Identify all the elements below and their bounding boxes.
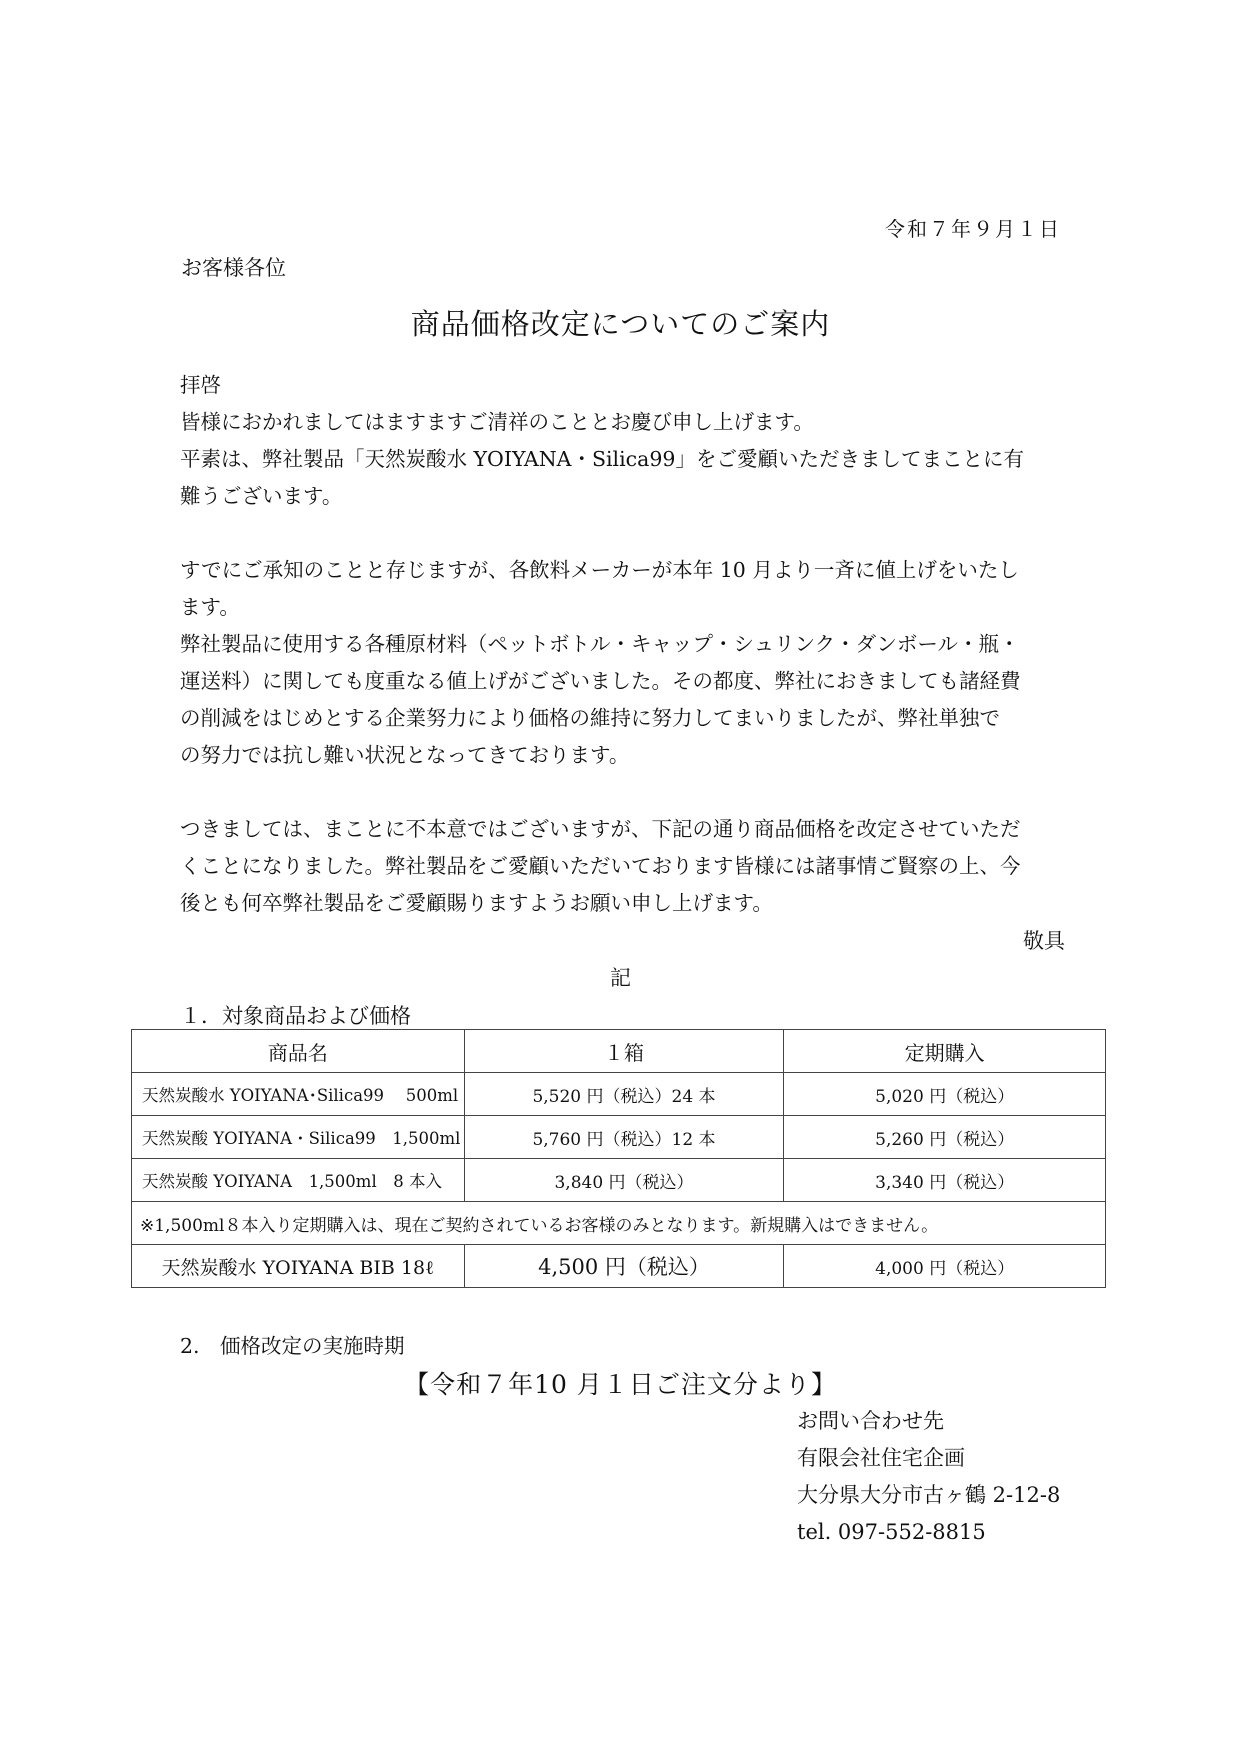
subscription-price: 5,260 円（税込） bbox=[784, 1116, 1106, 1159]
body-line: 運送料）に関しても度重なる値上げがございました。その都度、弊社におきましても諸経費 bbox=[180, 669, 1021, 693]
box-price: 4,500 円（税込） bbox=[464, 1245, 784, 1288]
product-name: 天然炭酸水 YOIYANA･Silica99 500ml bbox=[132, 1073, 465, 1116]
section2-title: 2. 価格改定の実施時期 bbox=[180, 1334, 405, 1358]
company-tel: tel. 097-552-8815 bbox=[797, 1520, 986, 1544]
product-name: 天然炭酸水 YOIYANA BIB 18ℓ bbox=[132, 1245, 465, 1288]
body-line: 弊社製品に使用する各種原材料（ペットボトル・キャップ・シュリンク・ダンボール・瓶・ bbox=[180, 632, 1020, 656]
body-line: つきましては、まことに不本意ではございますが、下記の通り商品価格を改定させていただ bbox=[180, 817, 1021, 841]
body-line: 難うございます。 bbox=[180, 484, 343, 508]
subscription-price: 5,020 円（税込） bbox=[784, 1073, 1106, 1116]
table-row bbox=[132, 1245, 1106, 1288]
schedule-date: 【令和７年10 月１日ご注文分より】 bbox=[404, 1370, 837, 1399]
company-address: 大分県大分市古ヶ鶴 2-12-8 bbox=[797, 1483, 1061, 1507]
contact-heading: お問い合わせ先 bbox=[797, 1409, 944, 1433]
body-line: の削減をはじめとする企業努力により価格の維持に努力してまいりましたが、弊社単独で bbox=[180, 706, 1000, 730]
ki-marker: 記 bbox=[610, 966, 631, 990]
table-row bbox=[132, 1073, 1106, 1116]
body-line: ます。 bbox=[180, 595, 240, 619]
body-line: 皆様におかれましてはますますご清祥のこととお慶び申し上げます。 bbox=[180, 410, 814, 434]
salutation: 拝啓 bbox=[180, 373, 221, 397]
header-subscription: 定期購入 bbox=[784, 1030, 1106, 1073]
blank-line bbox=[180, 774, 1065, 811]
section1-title: １．対象商品および価格 bbox=[180, 1004, 411, 1028]
recipient: お客様各位 bbox=[181, 256, 286, 280]
letter-body bbox=[180, 367, 1065, 922]
table-header-row bbox=[132, 1030, 1106, 1073]
table-row bbox=[132, 1159, 1106, 1202]
product-name: 天然炭酸 YOIYANA・Silica99 1,500ml bbox=[132, 1116, 465, 1159]
subscription-price: 3,340 円（税込） bbox=[784, 1159, 1106, 1202]
body-line: 平素は、弊社製品「天然炭酸水 YOIYANA・Silica99」をご愛顧いただきましてまことに有 bbox=[180, 447, 1024, 471]
box-price: 5,760 円（税込）12 本 bbox=[464, 1116, 784, 1159]
table-note: ※1,500ml８本入り定期購入は、現在ご契約されているお客様のみとなります。新規購入はできません。 bbox=[132, 1202, 1106, 1245]
box-price: 3,840 円（税込） bbox=[464, 1159, 784, 1202]
page-title: 商品価格改定についてのご案内 bbox=[410, 307, 831, 341]
body-line: の努力では抗し難い状況となってきております。 bbox=[180, 743, 630, 767]
subscription-price: 4,000 円（税込） bbox=[784, 1245, 1106, 1288]
body-line: くことになりました。弊社製品をご愛顧いただいております皆様には諸事情ご賢察の上、今 bbox=[180, 854, 1021, 878]
box-price: 5,520 円（税込）24 本 bbox=[464, 1073, 784, 1116]
header-box: １箱 bbox=[464, 1030, 784, 1073]
contact-block bbox=[797, 1403, 1060, 1551]
body-line: すでにご承知のことと存じますが、各飲料メーカーが本年 10 月より一斉に値上げをいたし bbox=[180, 558, 1019, 582]
document-date: 令和７年９月１日 bbox=[885, 217, 1061, 241]
closing-word: 敬具 bbox=[1023, 929, 1065, 953]
table-note-row bbox=[132, 1202, 1106, 1245]
price-table bbox=[131, 1029, 1106, 1288]
company-name: 有限会社住宅企画 bbox=[797, 1446, 965, 1470]
body-line: 後とも何卒弊社製品をご愛顧賜りますようお願い申し上げます。 bbox=[180, 891, 773, 915]
header-product-name: 商品名 bbox=[132, 1030, 465, 1073]
product-name: 天然炭酸 YOIYANA 1,500ml 8 本入 bbox=[132, 1159, 465, 1202]
table-row bbox=[132, 1116, 1106, 1159]
blank-line bbox=[180, 515, 1065, 552]
